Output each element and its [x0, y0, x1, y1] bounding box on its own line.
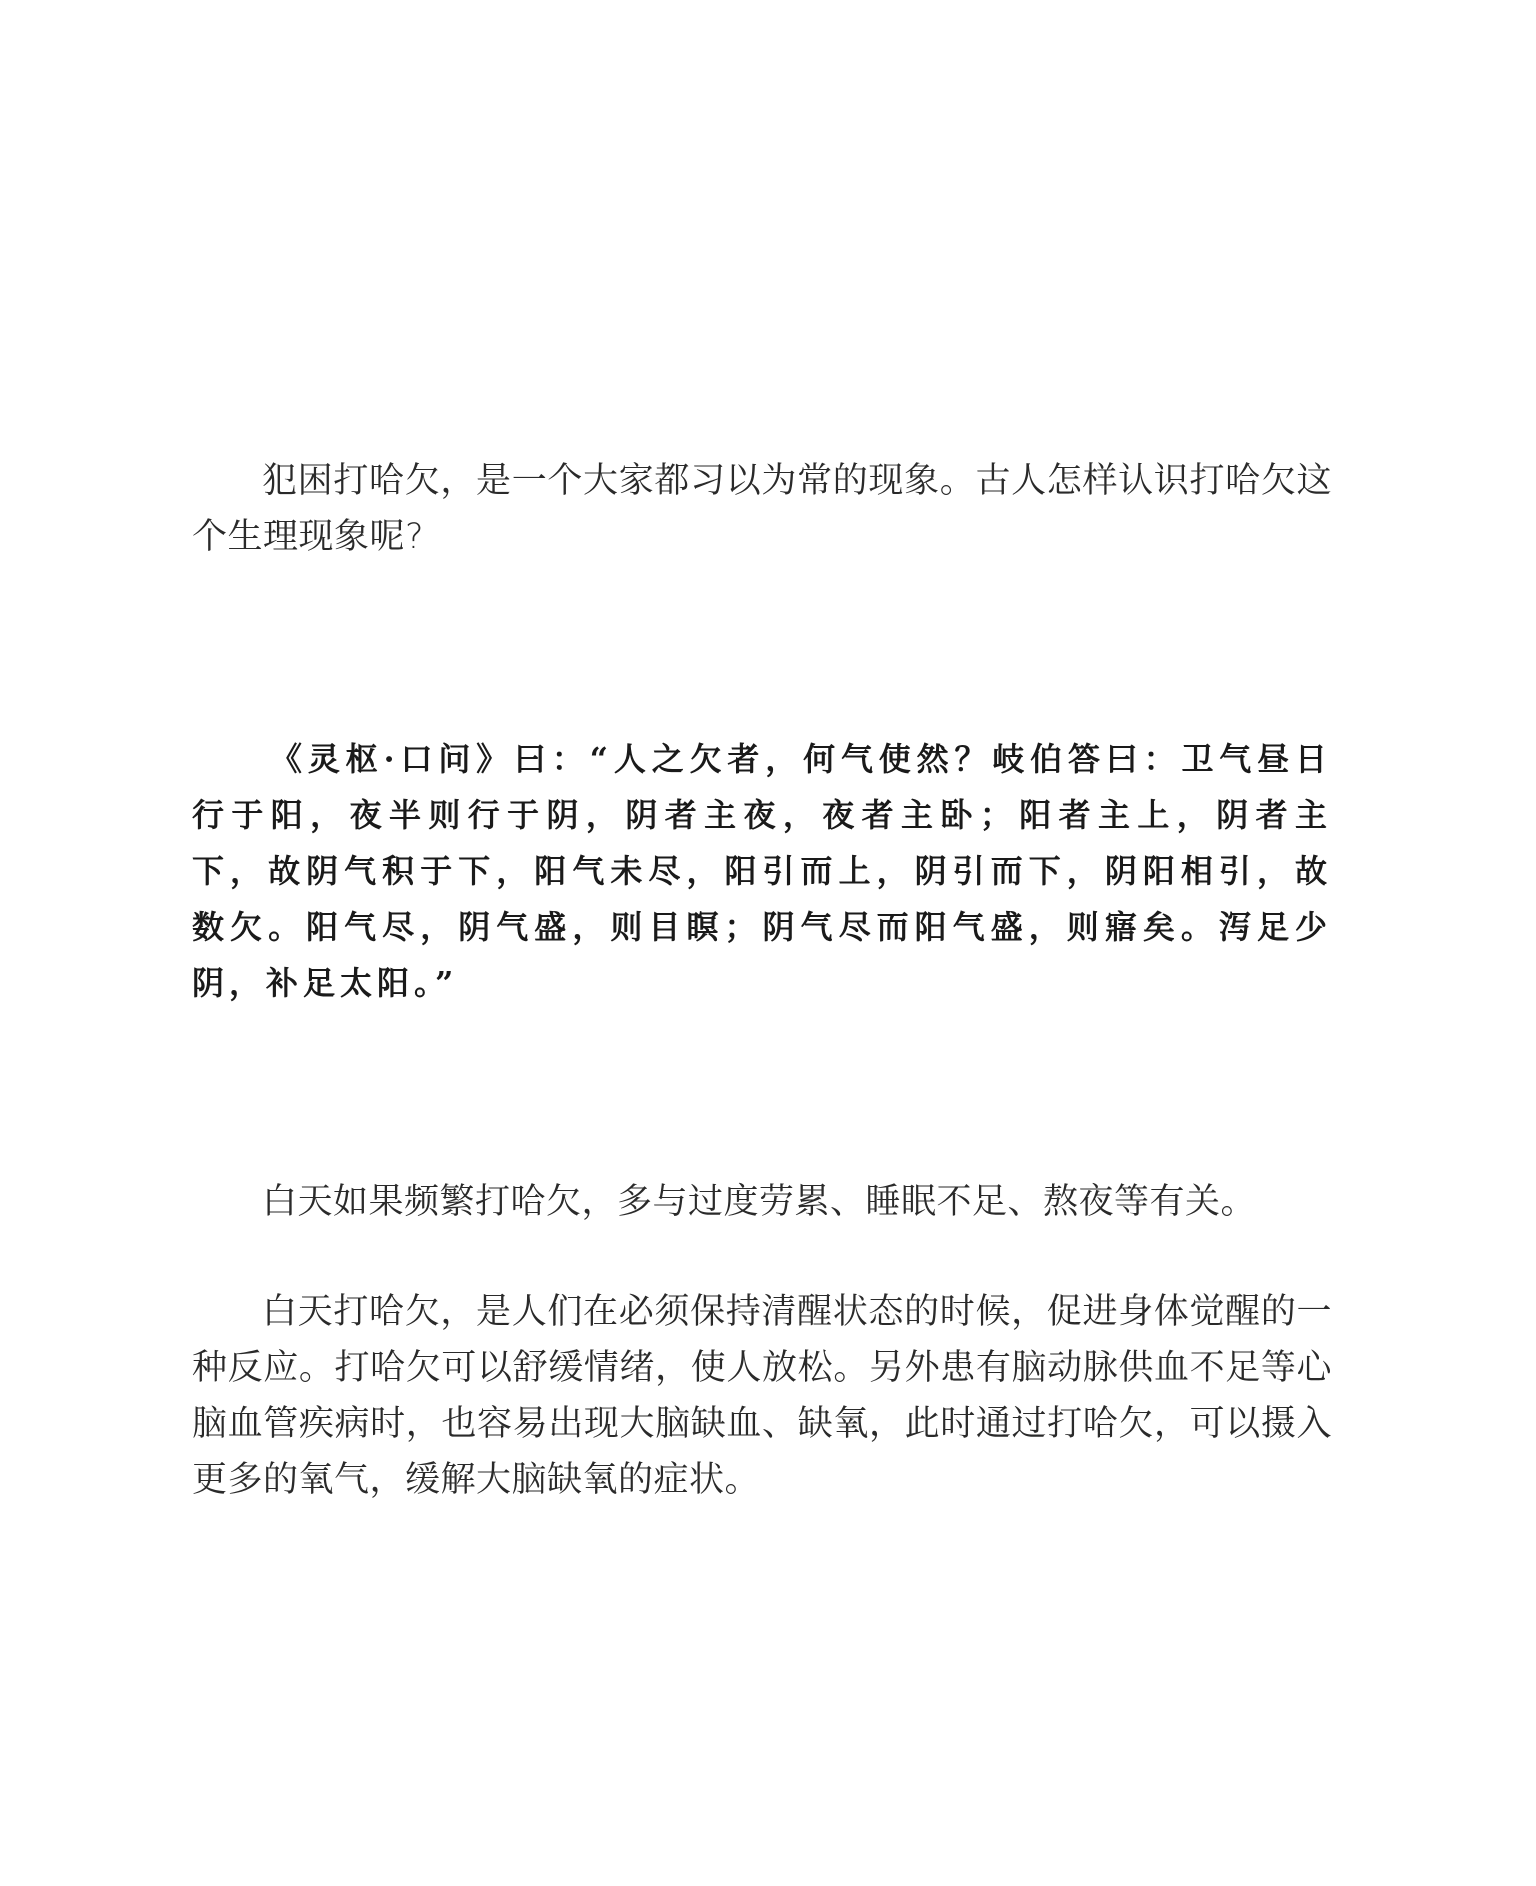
daytime-function-paragraph: 白天打哈欠，是人们在必须保持清醒状态的时候，促进身体觉醒的一种反应。打哈欠可以舒缓情绪，使人放松。另外患有脑动脉供血不足等心脑血管疾病时，也容易出现大脑缺血、缺氧，此时通过打哈欠，可以摄入更多的氧气，缓解大脑缺氧的症状。 — [192, 1292, 1332, 1500]
classical-quote-paragraph: 《灵枢·口问》曰：“人之欠者，何气使然？岐伯答曰：卫气昼日行于阳，夜半则行于阴，阴者主夜，夜者主卧；阳者主上，阴者主下，故阴气积于下，阳气未尽，阳引而上，阴引而下，阴阳相引，故数欠。阳气尽，阴气盛，则目瞑；阴气尽而阳气盛，则寤矣。泻足少阴，补足太阳。” — [192, 740, 1332, 1002]
intro-paragraph: 犯困打哈欠，是一个大家都习以为常的现象。古人怎样认识打哈欠这个生理现象呢? — [192, 461, 1332, 557]
daytime-causes-paragraph: 白天如果频繁打哈欠，多与过度劳累、睡眠不足、熬夜等有关。 — [262, 1182, 1257, 1222]
